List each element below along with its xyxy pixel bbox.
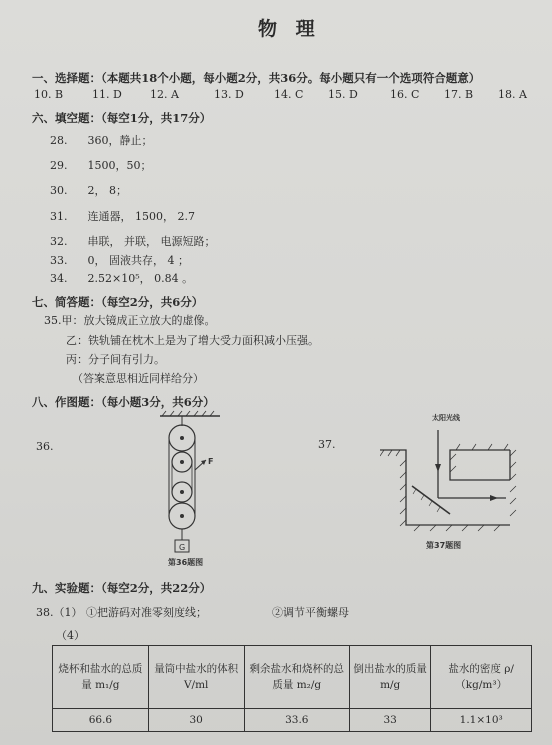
fill-item-number: 31. bbox=[50, 210, 68, 223]
q37-caption: 第37题图 bbox=[426, 541, 462, 550]
table-header-cell: 烧杯和盐水的总质量 m₁/g bbox=[53, 646, 149, 709]
q36-force-label: F bbox=[208, 457, 214, 466]
short-section-header: 七、简答题：（每空2分，共6分） bbox=[32, 295, 204, 309]
fill-item-number: 30. bbox=[50, 184, 68, 197]
choice-answer: 11. D bbox=[92, 88, 122, 101]
drawing-section-header: 八、作图题：（每小题3分，共6分） bbox=[32, 395, 215, 409]
choice-answer: 10. B bbox=[34, 88, 64, 101]
q38-step-1: 38.（1） ①把游码对准零刻度线； bbox=[36, 606, 207, 619]
choice-answer: 16. C bbox=[390, 88, 420, 101]
table-header-cell: 量筒中盐水的体积 V/ml bbox=[148, 646, 244, 709]
table-cell: 33 bbox=[349, 709, 430, 732]
fill-item-answer: 2， 8； bbox=[87, 184, 127, 197]
q37-number: 37. bbox=[318, 438, 336, 451]
table-header-cell: 盐水的密度 ρ/（kg/m³） bbox=[431, 646, 532, 709]
q36-weight-label: G bbox=[179, 543, 186, 552]
table-cell: 1.1×10³ bbox=[431, 709, 532, 732]
table-cell: 66.6 bbox=[53, 709, 149, 732]
fill-item-number: 33. bbox=[50, 254, 68, 267]
choice-section-header: 一、选择题：（本题共18个小题，每小题2分，共36分。每小题只有一个选项符合题意） bbox=[32, 71, 481, 85]
fill-item-answer: 1500，50； bbox=[87, 159, 152, 172]
fill-item-number: 32. bbox=[50, 235, 68, 248]
short-answer-line: 乙：铁轨铺在枕木上是为了增大受力面积减小压强。 bbox=[66, 334, 319, 347]
short-answer-line: 35.甲：放大镜成正立放大的虚像。 bbox=[44, 314, 216, 327]
fill-item-number: 34. bbox=[50, 272, 68, 285]
fill-item bbox=[50, 182, 127, 198]
fill-item bbox=[50, 252, 189, 268]
fill-item-answer: 串联， 并联， 电源短路； bbox=[87, 235, 216, 248]
table-row bbox=[53, 709, 532, 732]
choice-answer: 14. C bbox=[274, 88, 304, 101]
fill-item-answer: 2.52×10⁵， 0.84 。 bbox=[87, 272, 194, 285]
fill-item-answer: 连通器， 1500， 2.7 bbox=[87, 210, 195, 223]
choice-answer: 18. A bbox=[498, 88, 527, 101]
experiment-section-header: 九、实验题：（每空2分，共22分） bbox=[32, 581, 212, 595]
choice-answer: 15. D bbox=[328, 88, 358, 101]
table-header-cell: 剩余盐水和烧杯的总质量 m₂/g bbox=[244, 646, 349, 709]
density-results-table bbox=[52, 645, 532, 732]
choice-answer: 12. A bbox=[150, 88, 179, 101]
fill-item bbox=[50, 233, 216, 249]
q36-pulley-figure bbox=[150, 410, 230, 570]
q36-number: 36. bbox=[36, 440, 54, 453]
fill-item-answer: 0， 固液共存， 4 ； bbox=[87, 254, 189, 267]
fill-item bbox=[50, 270, 193, 286]
q37-light-figure bbox=[380, 410, 520, 560]
fill-item-number: 28. bbox=[50, 134, 68, 147]
table-cell: 33.6 bbox=[244, 709, 349, 732]
q37-sun-label: 太阳光线 bbox=[432, 414, 460, 422]
short-answer-line: 丙：分子间有引力。 bbox=[66, 353, 165, 366]
q38-step-2: ②调节平衡螺母 bbox=[272, 606, 349, 619]
q38-part-4: （4） bbox=[56, 629, 85, 642]
short-answer-note: （答案意思相近同样给分） bbox=[72, 372, 204, 385]
fill-item-answer: 360，静止； bbox=[87, 134, 153, 147]
q36-caption: 第36题图 bbox=[168, 558, 204, 567]
table-cell: 30 bbox=[148, 709, 244, 732]
fill-item bbox=[50, 132, 153, 148]
choice-answer: 13. D bbox=[214, 88, 244, 101]
choice-answer: 17. B bbox=[444, 88, 474, 101]
page-title: 物 理 bbox=[258, 18, 321, 40]
fill-section-header: 六、填空题：（每空1分，共17分） bbox=[32, 111, 212, 125]
fill-item bbox=[50, 208, 195, 224]
table-header-row bbox=[53, 646, 532, 709]
table-header-cell: 倒出盐水的质量 m/g bbox=[349, 646, 430, 709]
fill-item-number: 29. bbox=[50, 159, 68, 172]
fill-item bbox=[50, 157, 152, 173]
